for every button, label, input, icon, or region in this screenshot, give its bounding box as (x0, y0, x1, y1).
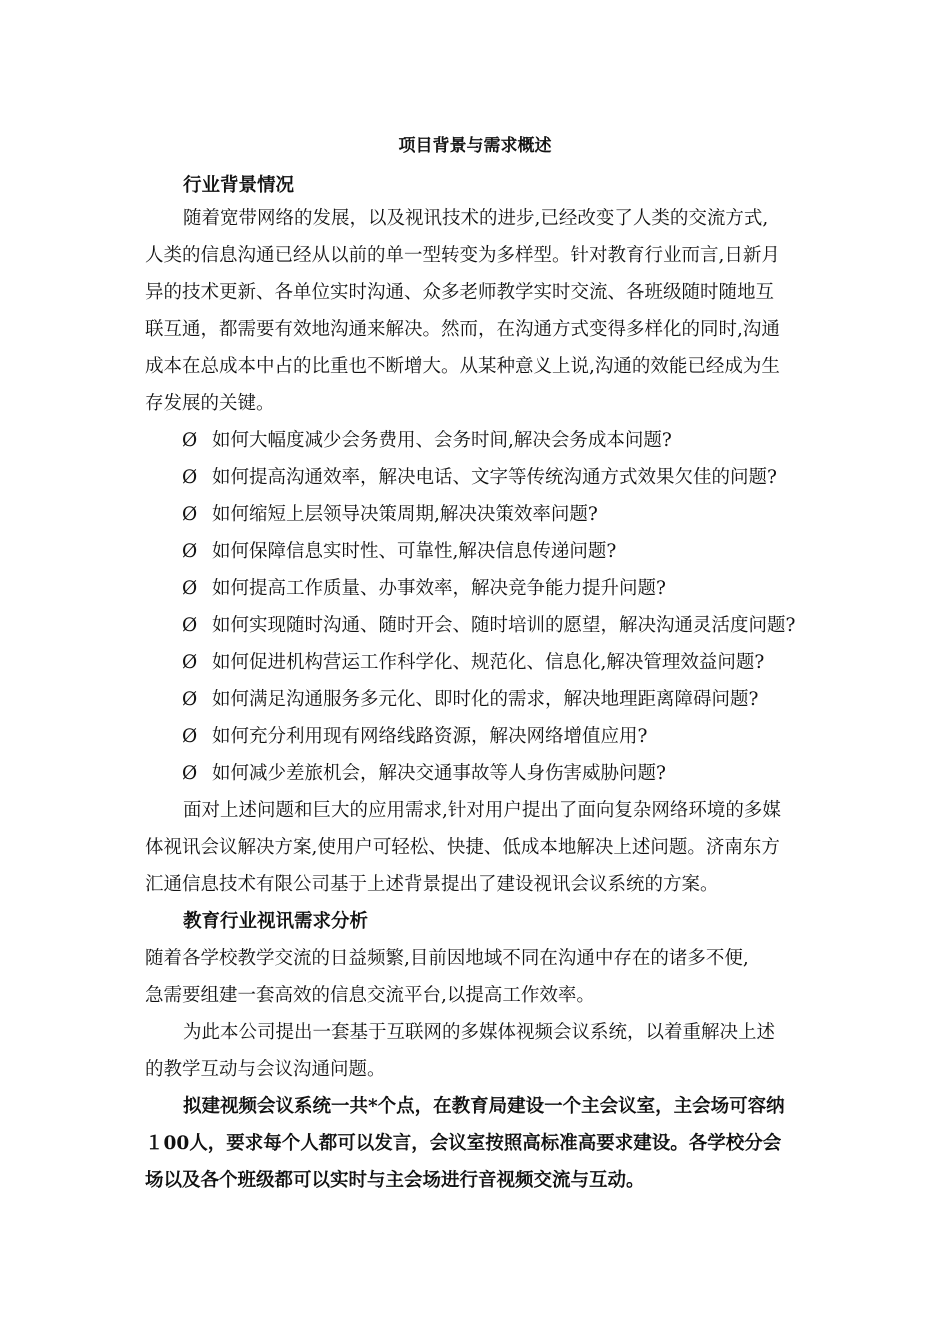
bullet-item (182, 422, 842, 459)
bullet-mark: Ø (182, 578, 198, 599)
bullet-text: 如何充分利用现有网络线路资源，解决网络增值应用? (212, 726, 648, 747)
paragraph-line: 急需要组建一套高效的信息交流平台,以提高工作效率。 (145, 985, 595, 1006)
paragraph-line: 随着宽带网络的发展，以及视讯技术的进步,已经改变了人类的交流方式, (183, 208, 769, 229)
bold-paragraph-line: 拟建视频会议系统一共*个点，在教育局建设一个主会议室，主会场可容纳 (183, 1096, 785, 1117)
bold-paragraph-line: １00人，要求每个人都可以发言，会议室按照高标准高要求建设。各学校分会 (145, 1133, 782, 1154)
section-heading-industry-background: 行业背景情况 (183, 175, 295, 196)
paragraph-line: 成本在总成本中占的比重也不断增大。从某种意义上说,沟通的效能已经成为生 (145, 356, 780, 377)
paragraph-line: 面对上述问题和巨大的应用需求,针对用户提出了面向复杂网络环境的多媒 (183, 800, 781, 821)
bullet-mark: Ø (182, 763, 198, 784)
bullet-mark: Ø (182, 430, 198, 451)
bullet-item (182, 607, 842, 644)
bullet-text: 如何实现随时沟通、随时开会、随时培训的愿望，解决沟通灵活度问题? (212, 615, 796, 636)
bullet-text: 如何减少差旅机会，解决交通事故等人身伤害威胁问题? (212, 763, 666, 784)
bullet-item (182, 459, 842, 496)
bullet-text: 如何缩短上层领导决策周期,解决决策效率问题? (212, 504, 598, 525)
paragraph-line: 联互通，都需要有效地沟通来解决。然而，在沟通方式变得多样化的同时,沟通 (145, 319, 780, 340)
paragraph-line: 随着各学校教学交流的日益频繁,目前因地域不同在沟通中存在的诸多不便, (145, 948, 749, 969)
paragraph-line: 体视讯会议解决方案,使用户可轻松、快捷、低成本地解决上述问题。济南东方 (145, 837, 780, 858)
bullet-item (182, 533, 842, 570)
bullet-mark: Ø (182, 726, 198, 747)
paragraph-line: 为此本公司提出一套基于互联网的多媒体视频会议系统，以着重解决上述 (183, 1022, 776, 1043)
paragraph-line: 汇通信息技术有限公司基于上述背景提出了建设视讯会议系统的方案。 (145, 874, 719, 895)
bullet-text: 如何提高工作质量、办事效率，解决竞争能力提升问题? (212, 578, 666, 599)
bullet-item (182, 570, 842, 607)
page-title: 项目背景与需求概述 (398, 136, 552, 156)
bullet-mark: Ø (182, 689, 198, 710)
bullet-text: 如何提高沟通效率，解决电话、文字等传统沟通方式效果欠佳的问题? (212, 467, 777, 488)
bullet-text: 如何促进机构营运工作科学化、规范化、信息化,解决管理效益问题? (212, 652, 765, 673)
bullet-text: 如何满足沟通服务多元化、即时化的需求，解决地理距离障碍问题? (212, 689, 759, 710)
bullet-mark: Ø (182, 467, 198, 488)
bullet-mark: Ø (182, 541, 198, 562)
paragraph-line: 人类的信息沟通已经从以前的单一型转变为多样型。针对教育行业而言,日新月 (145, 245, 780, 266)
bullet-mark: Ø (182, 615, 198, 636)
bullet-mark: Ø (182, 652, 198, 673)
bullet-mark: Ø (182, 504, 198, 525)
bullet-item (182, 681, 842, 718)
section-heading-education-needs: 教育行业视讯需求分析 (183, 911, 369, 932)
bullet-item (182, 755, 842, 792)
paragraph-line: 的教学互动与会议沟通问题。 (145, 1059, 386, 1080)
paragraph-line: 异的技术更新、各单位实时沟通、众多老师教学实时交流、各班级随时随地互 (145, 282, 775, 303)
bullet-item (182, 644, 842, 681)
bullet-text: 如何大幅度减少会务费用、会务时间,解决会务成本问题? (212, 430, 672, 451)
paragraph-line: 存发展的关键。 (145, 393, 275, 414)
bullet-item (182, 496, 842, 533)
bullet-text: 如何保障信息实时性、可靠性,解决信息传递问题? (212, 541, 617, 562)
bold-paragraph-line: 场以及各个班级都可以实时与主会场进行音视频交流与互动。 (145, 1170, 645, 1191)
bullet-item (182, 718, 842, 755)
